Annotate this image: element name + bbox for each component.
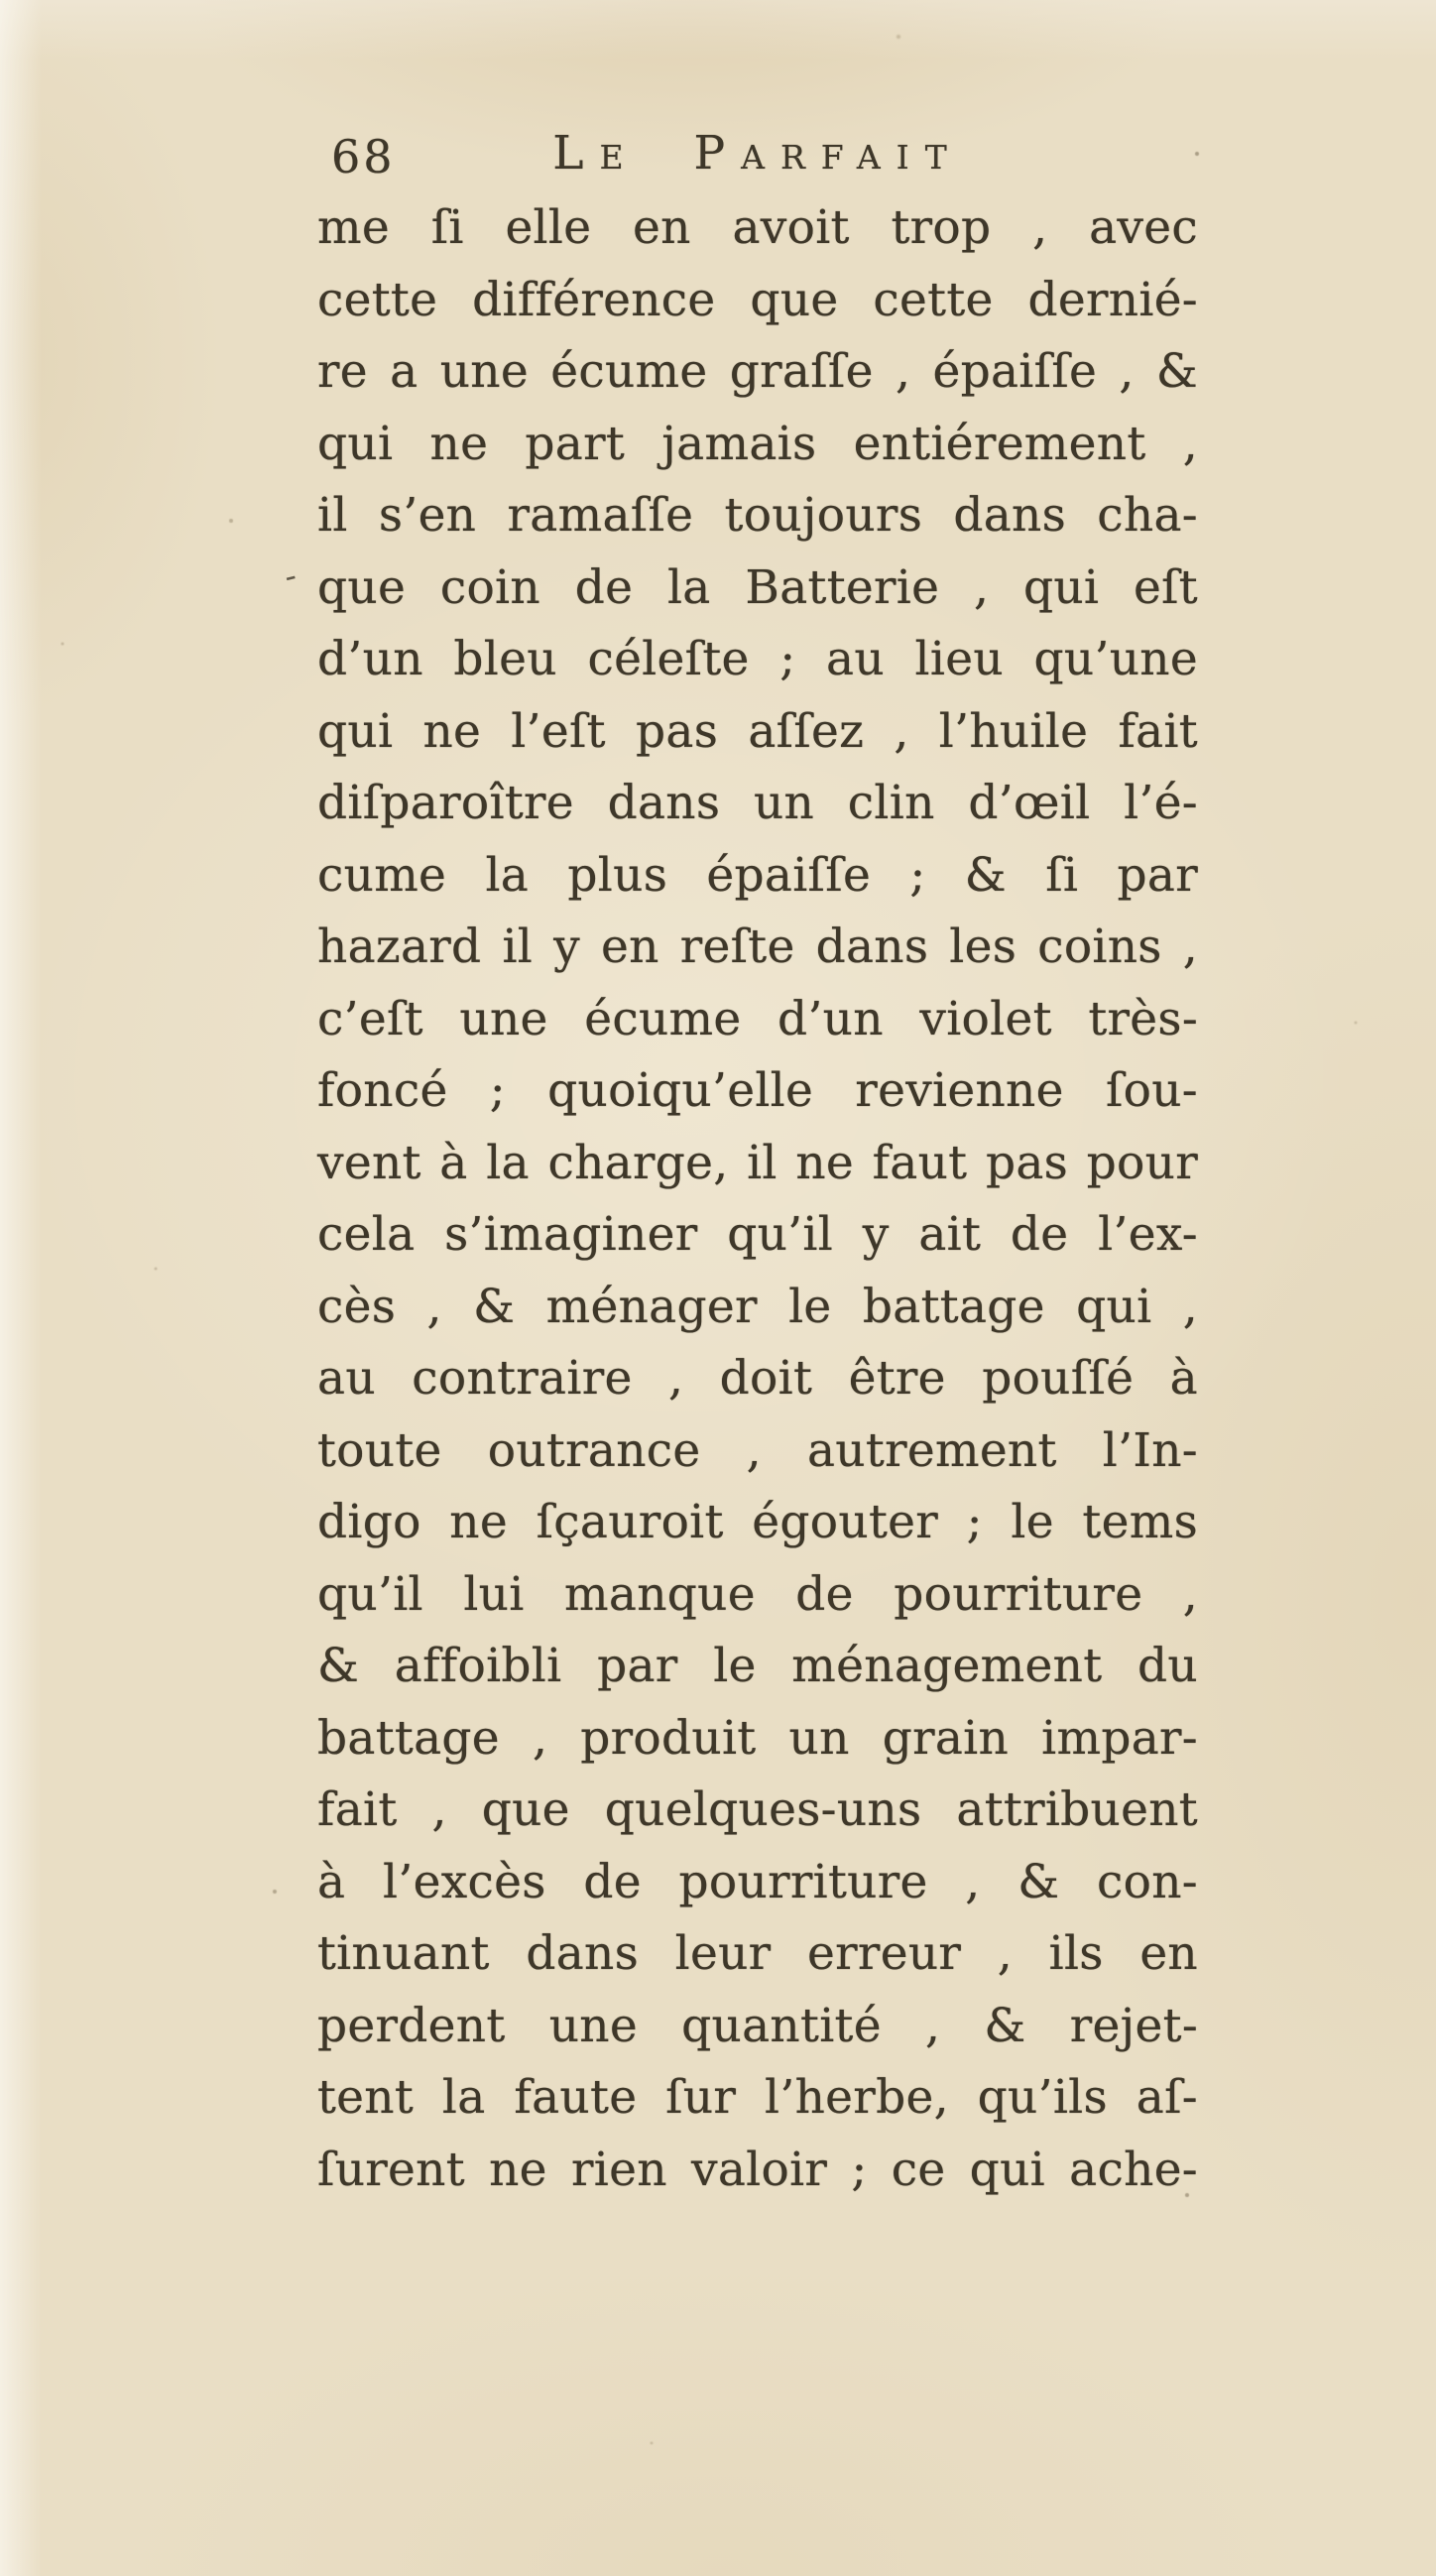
text-line: à l’excès de pourriture , & con-	[317, 1854, 1198, 1909]
text-line: re a une écume graſſe , épaiſſe , &	[317, 344, 1198, 399]
text-line: & affoibli par le ménagement du	[317, 1639, 1198, 1693]
text-line: perdent une quantité , & rejet-	[317, 1998, 1198, 2053]
text-line: c’eſt une écume d’un violet très-	[317, 991, 1198, 1046]
text-line: qui ne part jamais entiérement ,	[317, 416, 1198, 471]
text-line: toute outrance , autrement l’In-	[317, 1422, 1198, 1478]
text-line: tinuant dans leur erreur , ils en	[317, 1926, 1198, 1981]
text-line: que coin de la Batterie , qui eſt	[317, 559, 1198, 615]
text-line: il s’en ramaſſe toujours dans cha-	[317, 488, 1198, 543]
body-text-block	[317, 192, 1198, 2206]
text-line: battage , produit un grain impar-	[317, 1710, 1198, 1766]
text-line: fait , que quelques-uns attribuent	[317, 1782, 1198, 1837]
text-line: foncé ; quoiqu’elle revienne ſou-	[317, 1063, 1198, 1118]
running-title: Le Parfait	[552, 126, 963, 181]
margin-mark: -	[280, 555, 301, 597]
text-line: cès , & ménager le battage qui ,	[317, 1279, 1198, 1334]
text-line: d’un bleu céleſte ; au lieu qu’une	[317, 632, 1198, 686]
text-line: cume la plus épaiſſe ; & ſi par	[317, 847, 1198, 903]
page-number: 68	[331, 130, 396, 184]
text-line: digo ne ſçauroit égouter ; le tems	[317, 1495, 1198, 1549]
text-line: cette différence que cette dernié-	[317, 272, 1198, 327]
text-line: ſurent ne rien valoir ; ce qui ache-	[317, 2142, 1198, 2197]
text-line: vent à la charge, il ne faut pas pour	[317, 1135, 1198, 1190]
text-line: cela s’imaginer qu’il y ait de l’ex-	[317, 1207, 1198, 1262]
paper-specks	[0, 0, 2, 2]
text-line: hazard il y en reſte dans les coins ,	[317, 920, 1198, 974]
text-line: qui ne l’eſt pas aſſez , l’huile fait	[317, 703, 1198, 759]
text-line: qu’il lui manque de pourriture ,	[317, 1566, 1198, 1622]
text-line: tent la faute ſur l’herbe, qu’ils aſ-	[317, 2070, 1198, 2125]
text-line: me ſi elle en avoit trop , avec	[317, 200, 1198, 255]
text-line: diſparoître dans un clin d’œil l’é-	[317, 776, 1198, 830]
text-line: au contraire , doit être pouſſé à	[317, 1351, 1198, 1406]
